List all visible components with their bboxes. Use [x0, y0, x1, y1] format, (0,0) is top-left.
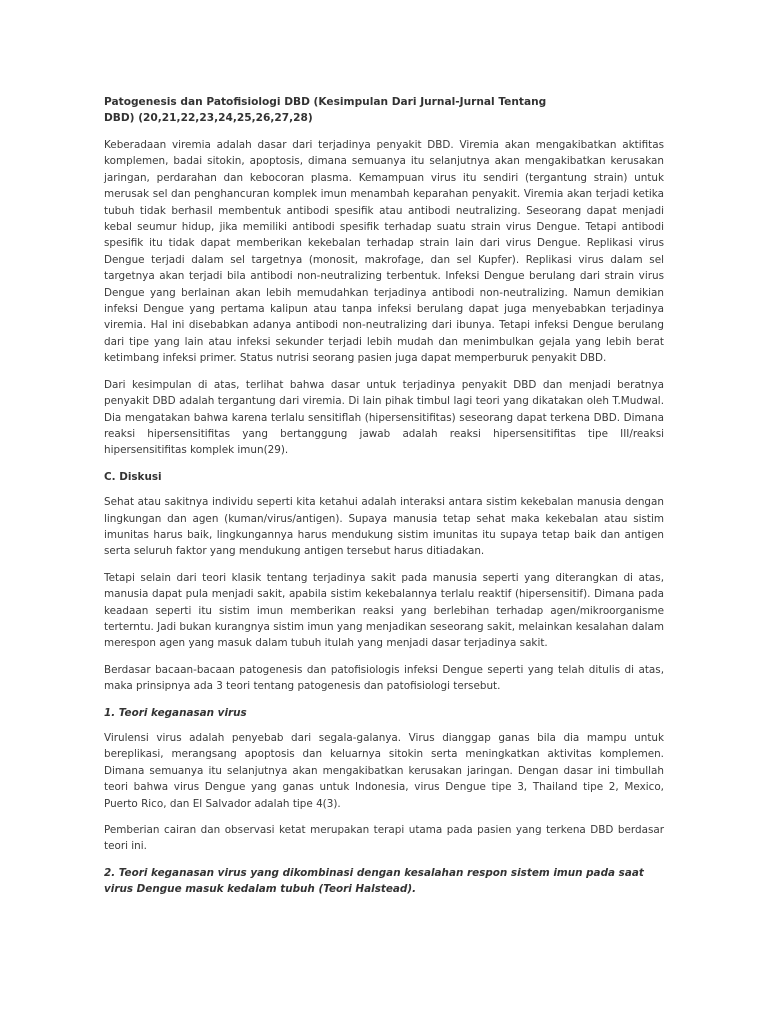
title-line-2: DBD) (20,21,22,23,24,25,26,27,28)	[104, 112, 313, 124]
paragraph-conclusion: Dari kesimpulan di atas, terlihat bahwa dasar untuk terjadinya penyakit DBD dan menjadi beratnya penyakit DBD adalah tergantung dari viremia. Di lain pihak timbul lagi teori yang dikatakan oleh T.Mudwal. Dia mengatakan bahwa karena terlalu sensitiflah (hipersensitifitas) seseorang dapat terkena DBD. Dimana reaksi hipersensitifitas yang bertanggung jawab adalah reaksi hipersensitifitas tipe III/reaksi hipersensitifitas komplek imun(29).	[104, 378, 664, 457]
paragraph-viremia: Keberadaan viremia adalah dasar dari terjadinya penyakit DBD. Viremia akan mengakibatkan aktifitas komplemen, badai sitokin, apoptosis, dimana semuanya itu selanjutnya akan mengakibatkan kerusakan jaringan, perdarahan dan kebocoran plasma. Kemampuan virus itu sendiri (tergantung strain) untuk merusak sel dan penghancuran komplek imun menambah keparahan penyakit. Viremia akan terjadi ketika tubuh tidak berhasil membentuk antibodi spesifik atau antibodi neutralizing. Seseorang dapat menjadi kebal seumur hidup, jika memiliki antibodi spesifik terhadap suatu strain virus Dengue. Tetapi antibodi spesifik itu tidak dapat memberikan kekebalan terhadap strain lain dari virus Dengue. Replikasi virus Dengue terjadi dalam sel targetnya (monosit, makrofage, dan sel Kupfer). Replikasi virus dalam sel targetnya akan terjadi bila antibodi non-neutralizing terbentuk. Infeksi Dengue berulang dari strain virus Dengue yang berlainan akan lebih memudahkan terjadinya antibodi non-neutralizing. Namun demikian infeksi Dengue yang pertama kalipun atau tanpa infeksi berulang dapat juga menyebabkan terjadinya viremia. Hal ini disebabkan adanya antibodi non-neutralizing dari ibunya. Tetapi infeksi Dengue berulang dari tipe yang lain atau infeksi sekunder terjadi lebih mudah dan menimbulkan gejala yang lebih berat ketimbang infeksi primer. Status nutrisi seorang pasien juga dapat memperburuk penyakit DBD.	[104, 139, 664, 365]
paragraph-virulence: Virulensi virus adalah penyebab dari segala-galanya. Virus dianggap ganas bila dia mampu untuk bereplikasi, merangsang apoptosis dan keluarnya sitokin serta meningkatkan aktivitas komplemen. Dimana semuanya itu selanjutnya akan mengakibatkan kerusakan jaringan. Dengan dasar ini timbullah teori bahwa virus Dengue yang ganas untuk Indonesia, virus Dengue tipe 3, Thailand tipe 2, Mexico, Puerto Rico, dan El Salvador adalah tipe 4(3).	[104, 732, 664, 810]
subheading-theory-1: 1. Teori keganasan virus	[104, 706, 247, 719]
paragraph-hypersensitivity: Tetapi selain dari teori klasik tentang terjadinya sakit pada manusia seperti yang diterangkan di atas, manusia dapat pula menjadi sakit, apabila sistim kekebalannya terlalu reaktif (hipersensitif). Dimana pada keadaan seperti itu sistim imun memberikan reaksi yang berlebihan terhadap agen/mikroorganisme terterntu. Jadi bukan kurangnya sistim imun yang menjadikan seseorang sakit, melainkan kesalahan dalam merespon agen yang masuk dalam tubuh itulah yang menjadi dasar terjadinya sakit.	[104, 571, 664, 650]
paragraph-three-theories: Berdasar bacaan-bacaan patogenesis dan patofisiologis infeksi Dengue seperti yang telah ditulis di atas, maka prinsipnya ada 3 teori tentang patogenesis dan patofisiologi tersebut.	[104, 663, 664, 693]
subheading-theory-2: 2. Teori keganasan virus yang dikombinasi dengan kesalahan respon sistem imun pada saat virus Dengue masuk kedalam tubuh (Teori Halstead).	[104, 866, 644, 896]
section-heading-diskusi: C. Diskusi	[104, 470, 162, 483]
paragraph-therapy: Pemberian cairan dan observasi ketat merupakan terapi utama pada pasien yang terkena DBD berdasar teori ini.	[104, 824, 664, 853]
paragraph-health-interaction: Sehat atau sakitnya individu seperti kita ketahui adalah interaksi antara sistim kekebalan manusia dengan lingkungan dan agen (kuman/virus/antigen). Supaya manusia tetap sehat maka kekebalan atau sistim imunitas harus baik, lingkungannya harus mendukung sistim imunitas itu supaya tetap baik dan antigen serta seluruh faktor yang mendukung antigen tersebut harus ditiadakan.	[104, 496, 664, 558]
title-line-1: Patogenesis dan Patofisiologi DBD (Kesimpulan Dari Jurnal-Jurnal Tentang	[104, 96, 547, 108]
document-page	[104, 94, 664, 907]
document-title	[104, 94, 664, 126]
